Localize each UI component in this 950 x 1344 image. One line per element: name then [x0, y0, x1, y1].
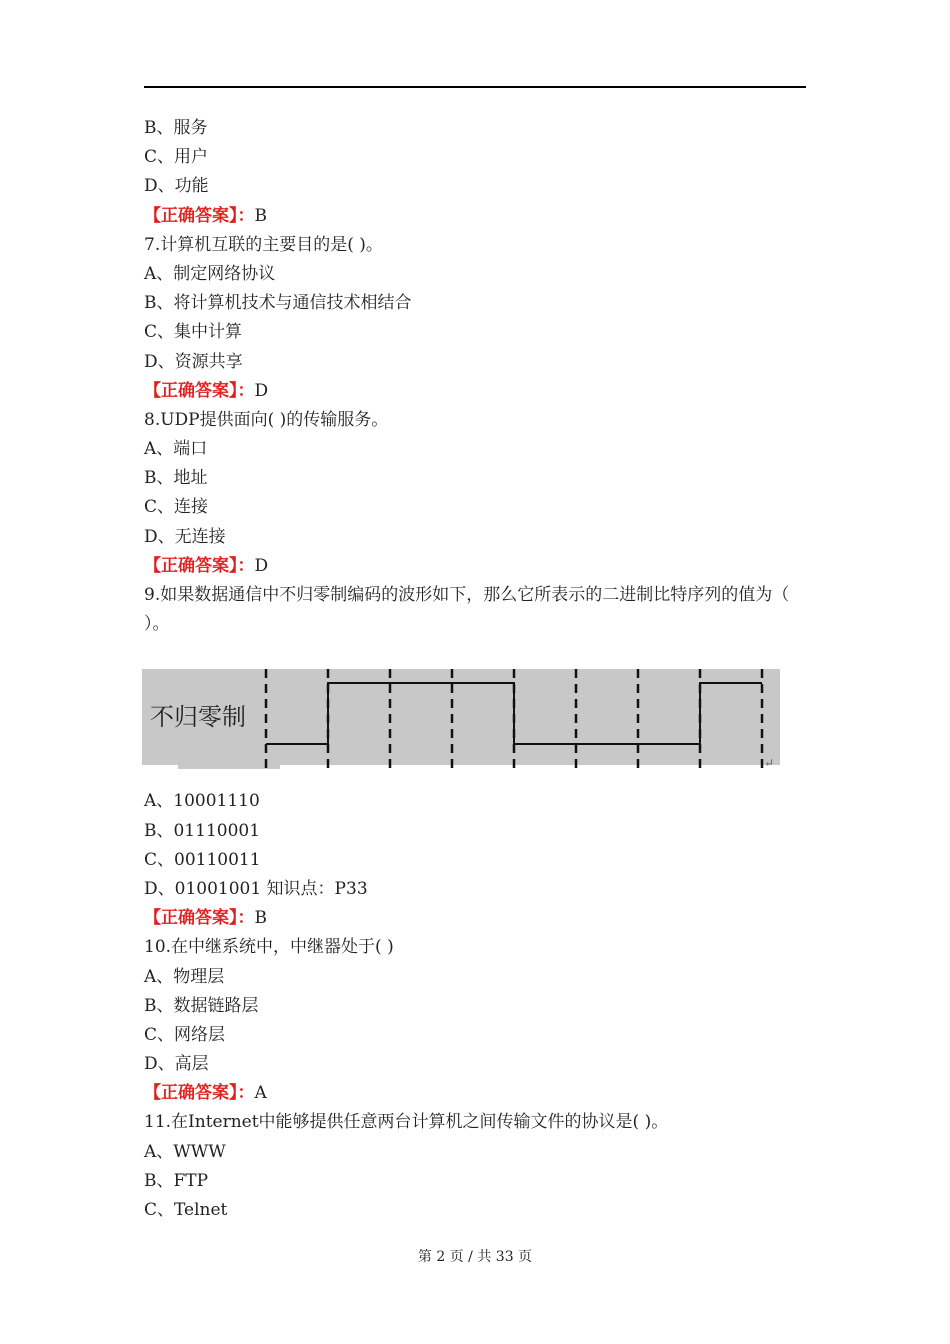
option-line: A、WWW	[144, 1141, 226, 1162]
answer-label: 【正确答案】：	[144, 205, 255, 226]
answer-label: 【正确答案】：	[144, 908, 255, 929]
option-line: B、FTP	[144, 1170, 209, 1191]
option-line: A、制定网络协议	[144, 263, 276, 284]
answer-value: B	[254, 908, 267, 929]
option-line: B、服务	[144, 118, 208, 138]
option-line: A、端口	[144, 439, 208, 460]
option-line: C、用户	[144, 147, 209, 168]
option-line: A、物理层	[144, 966, 225, 987]
answer-label: 【正确答案】：	[144, 1083, 255, 1104]
answer-line	[144, 1079, 814, 1108]
question-stem: 7.计算机互联的主要目的是( )。	[144, 234, 383, 255]
answer-value: A	[254, 1083, 267, 1104]
question-stem: 11.在Internet中能够提供任意两台计算机之间传输文件的协议是( )。	[144, 1112, 669, 1133]
option-line: B、将计算机技术与通信技术相结合	[144, 293, 412, 314]
option-line: C、网络层	[144, 1024, 226, 1045]
answer-line	[144, 904, 814, 933]
document-body	[144, 114, 814, 1225]
option-line: D、01001001 知识点：P33	[144, 878, 368, 899]
answer-value: D	[254, 555, 269, 576]
question-stem: 9.如果数据通信中不归零制编码的波形如下，那么它所表示的二进制比特序列的值为（ ）。	[144, 585, 790, 635]
answer-line	[144, 552, 814, 581]
answer-value: B	[254, 205, 267, 226]
return-mark: ↵	[764, 756, 775, 771]
answer-label: 【正确答案】：	[144, 555, 255, 576]
option-line: A、10001110	[144, 791, 260, 812]
answer-line	[144, 377, 814, 406]
option-line: D、功能	[144, 176, 209, 197]
option-line: C、连接	[144, 497, 209, 518]
option-line: C、00110011	[144, 849, 261, 870]
answer-line	[144, 202, 814, 231]
option-line: C、Telnet	[144, 1200, 228, 1221]
figure-label: 不归零制	[150, 703, 246, 732]
page-footer: 第 2 页 / 共 33 页	[417, 1249, 533, 1265]
nrz-waveform-svg	[142, 669, 782, 773]
option-line: B、数据链路层	[144, 995, 259, 1016]
option-line: D、无连接	[144, 526, 226, 547]
answer-label: 【正确答案】：	[144, 380, 255, 401]
nrz-waveform-figure	[142, 669, 782, 773]
option-line: B、01110001	[144, 820, 261, 841]
answer-value: D	[254, 380, 269, 401]
option-line: D、高层	[144, 1054, 209, 1075]
question-stem: 10.在中继系统中，中继器处于( )	[144, 937, 394, 958]
option-line: C、集中计算	[144, 322, 243, 343]
option-line: B、地址	[144, 468, 208, 489]
option-line: D、资源共享	[144, 351, 243, 372]
question-stem: 8.UDP提供面向( )的传输服务。	[144, 409, 389, 430]
header-rule	[144, 86, 806, 88]
